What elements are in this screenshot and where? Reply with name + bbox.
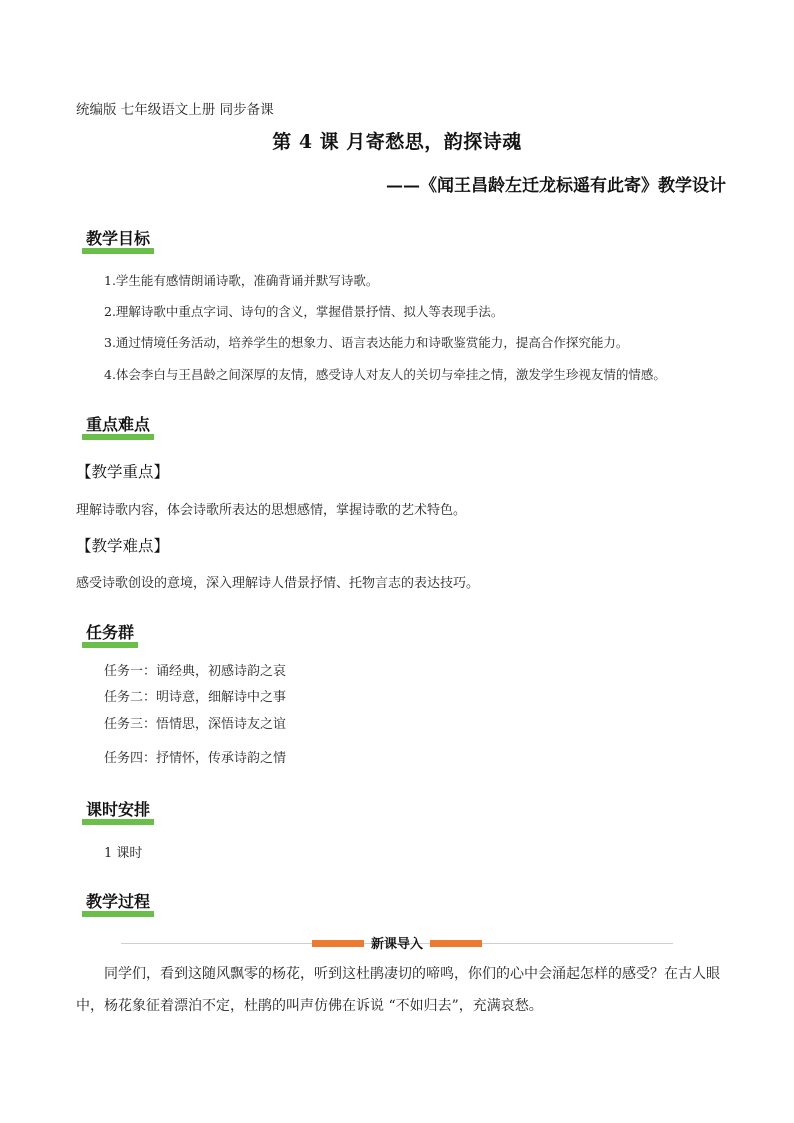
difficulty-label: 【教学难点】 [76,537,170,555]
section-heading-text: 教学过程 [86,892,151,911]
objective-item: 4.体会李白与王昌龄之间深厚的友情，感受诗人对友人的关切与牵挂之情，激发学生珍视友情的情感。 [104,367,666,382]
section-heading-schedule [82,797,154,822]
focus-label: 【教学重点】 [76,463,170,481]
section-heading-process [82,889,154,914]
task-item: 任务二：明诗意，细解诗中之事 [104,690,287,705]
section-heading-text: 课时安排 [86,800,151,819]
schedule-text: 1 课时 [104,846,143,861]
banner-new-lesson-intro: 新课导入 [370,937,423,952]
lesson-title: 第 4 课 月寄愁思，韵探诗魂 [272,131,522,153]
intro-paragraph: 同学们，看到这随风飘零的杨花，听到这杜鹃凄切的啼鸣，你们的心中会涌起怎样的感受？在古人眼中，杨花象征着漂泊不定，杜鹃的叫声仿佛在诉说 “不如归去”，充满哀愁。 [76,966,720,1014]
heading-underline [82,248,154,254]
section-heading-objectives [82,226,154,251]
heading-underline [82,911,154,917]
difficulty-text: 感受诗歌创设的意境，深入理解诗人借景抒情、托物言志的表达技巧。 [76,576,480,591]
section-heading-tasks [82,620,138,645]
section-heading-key-points [82,412,154,437]
objective-item: 3.通过情境任务活动，培养学生的想象力、语言表达能力和诗歌鉴赏能力，提高合作探究能力。 [104,335,629,350]
heading-underline [82,434,154,440]
objective-item: 2.理解诗歌中重点字词、诗句的含义，掌握借景抒情、拟人等表现手法。 [104,304,504,319]
focus-text: 理解诗歌内容，体会诗歌所表达的思想感情，掌握诗歌的艺术特色。 [76,503,467,518]
lesson-subtitle: ——《闻王昌龄左迁龙标遥有此寄》教学设计 [386,176,726,196]
heading-underline [82,642,138,648]
task-item: 任务四：抒情怀，传承诗韵之情 [104,751,287,766]
document-header: 统编版 七年级语文上册 同步备课 [76,102,274,118]
section-heading-text: 任务群 [86,623,135,642]
section-heading-text: 教学目标 [86,229,151,248]
heading-underline [82,819,154,825]
objective-item: 1.学生能有感情朗诵诗歌，准确背诵并默写诗歌。 [104,273,379,288]
task-item: 任务三：悟情思，深悟诗友之谊 [104,717,287,732]
task-item: 任务一：诵经典，初感诗韵之哀 [104,664,287,679]
section-heading-text: 重点难点 [86,415,151,434]
